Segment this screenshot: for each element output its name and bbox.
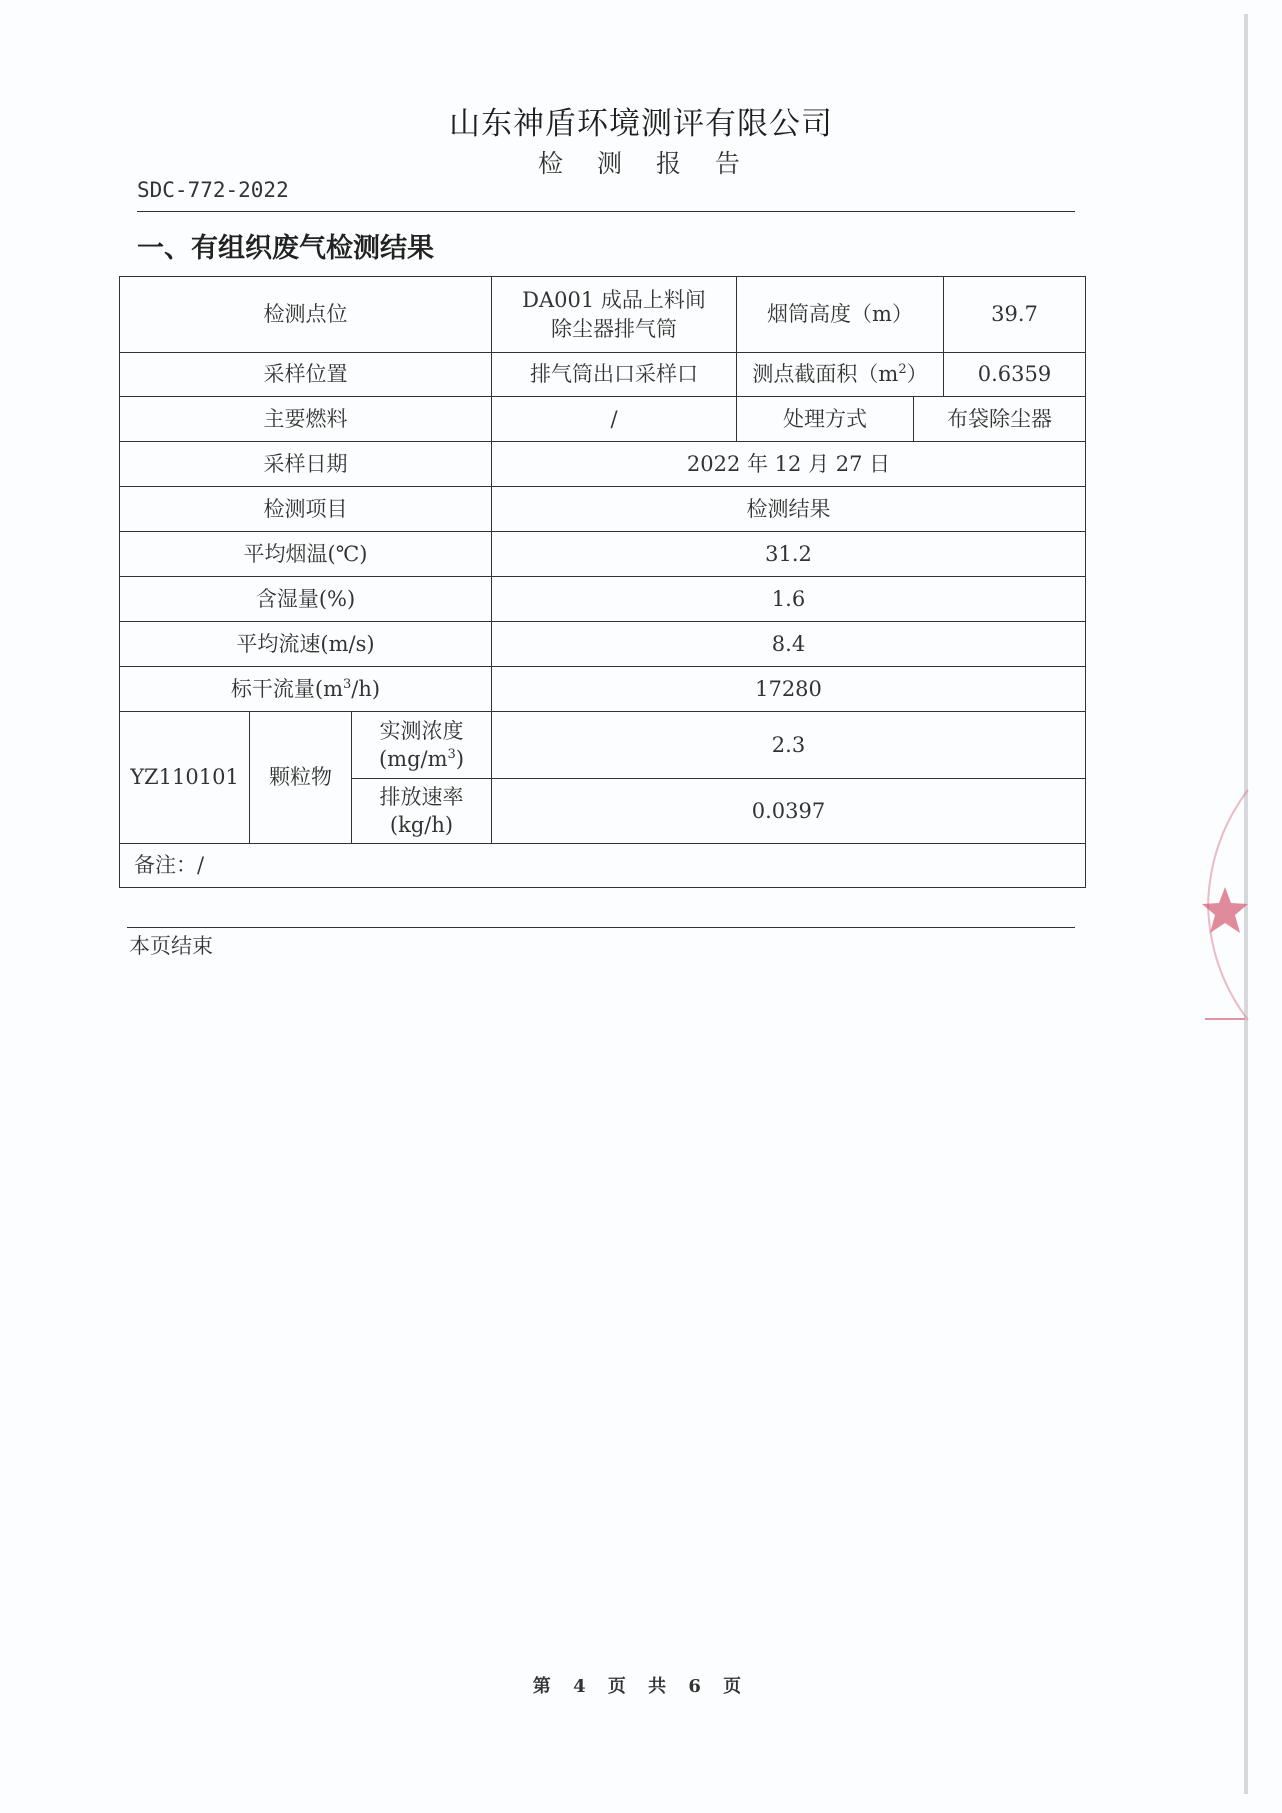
table-row [120,712,1086,779]
label-measured-concentration [352,712,492,779]
emission-rate-unit: (kg/h) [389,813,454,837]
table-row [120,622,1086,667]
table-row [120,667,1086,712]
value-stack-height: 39.7 [944,277,1086,353]
label-std-dry-flow [120,667,492,712]
company-name: 山东神盾环境测评有限公司 [449,106,833,142]
value-measured-concentration: 2.3 [492,712,1086,779]
monitoring-point-line2: 除尘器排气筒 [551,316,677,341]
label-treatment-method: 处理方式 [737,397,914,442]
label-cross-section [737,353,944,397]
value-treatment-method: 布袋除尘器 [914,397,1086,442]
label-stack-height: 烟筒高度（m） [737,277,944,353]
table-row [120,487,1086,532]
header-rule [137,211,1075,212]
value-std-dry-flow: 17280 [492,667,1086,712]
value-emission-rate: 0.0397 [492,779,1086,844]
page-number: 第 4 页 共 6 页 [532,1676,750,1697]
label-moisture: 含湿量(%) [120,577,492,622]
table-row [120,442,1086,487]
table-row [120,397,1086,442]
label-avg-velocity: 平均流速(m/s) [120,622,492,667]
value-monitoring-point [492,277,737,353]
table-row [120,577,1086,622]
results-table [119,276,1086,888]
label-sampling-position: 采样位置 [120,353,492,397]
document-number: SDC-772-2022 [137,178,289,202]
label-test-item: 检测项目 [120,487,492,532]
cross-section-prefix: 测点截面积（m [752,362,899,387]
pollutant-code: YZ110101 [120,712,250,844]
remark: 备注：/ [120,844,1086,888]
label-main-fuel: 主要燃料 [120,397,492,442]
section-title: 一、有组织废气检测结果 [137,233,434,264]
table-row [120,532,1086,577]
value-sampling-date: 2022 年 12 月 27 日 [492,442,1086,487]
measured-concentration-label: 实测浓度 [379,718,464,743]
label-sampling-date: 采样日期 [120,442,492,487]
std-dry-flow-prefix: 标干流量(m [230,676,344,701]
pollutant-name: 颗粒物 [250,712,352,844]
table-row [120,277,1086,353]
std-dry-flow-suffix: /h) [351,676,381,701]
report-title: 检测报告 [537,149,774,178]
label-emission-rate [352,779,492,844]
value-cross-section: 0.6359 [944,353,1086,397]
label-test-result: 检测结果 [492,487,1086,532]
measured-concentration-unit [356,745,487,773]
label-monitoring-point: 检测点位 [120,277,492,353]
value-sampling-position: 排气筒出口采样口 [492,353,737,397]
footer-rule [127,927,1075,928]
end-of-page-text: 本页结束 [129,934,213,958]
emission-rate-label: 排放速率 [379,784,464,809]
stamp-line [1205,1018,1245,1020]
table-row [120,844,1086,888]
table-row [120,353,1086,397]
value-avg-velocity: 8.4 [492,622,1086,667]
value-avg-flue-temp: 31.2 [492,532,1086,577]
value-moisture: 1.6 [492,577,1086,622]
cross-section-suffix: ） [906,362,928,387]
monitoring-point-line1: DA001 成品上料间 [522,288,706,313]
conc-unit-suffix: ) [455,747,465,771]
conc-unit-prefix: (mg/m [378,747,448,771]
conc-unit-sup: 3 [447,747,456,762]
value-main-fuel: / [492,397,737,442]
std-dry-flow-sup: 3 [343,676,352,692]
cross-section-sup: 2 [898,362,907,378]
stamp-star-icon [1202,885,1248,935]
label-avg-flue-temp: 平均烟温(℃) [120,532,492,577]
